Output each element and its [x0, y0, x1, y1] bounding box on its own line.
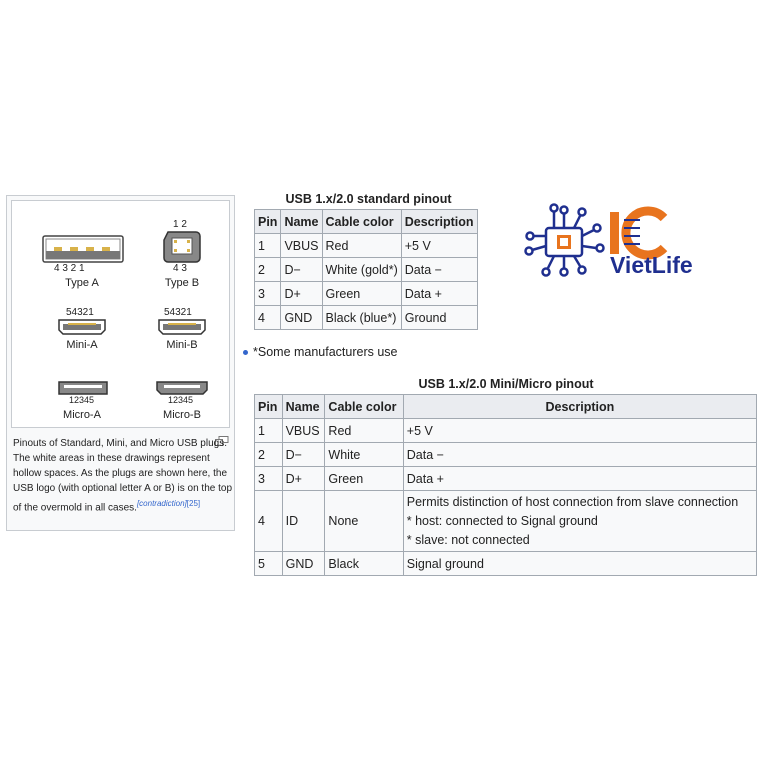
table-header-row [255, 210, 478, 234]
cell: 4 [255, 491, 283, 552]
col-header-name: Name [281, 210, 322, 234]
cell: 1 [255, 234, 281, 258]
cell: Data + [401, 282, 477, 306]
cell: D− [282, 443, 325, 467]
table-row [255, 234, 478, 258]
cell: GND [282, 552, 325, 576]
cell: White [325, 443, 403, 467]
cell: Signal ground [403, 552, 756, 576]
cell: Red [325, 419, 403, 443]
type-b-plug-drawing [162, 231, 202, 263]
table-row [255, 282, 478, 306]
mini-micro-pinout-table [254, 394, 757, 576]
id-desc-line1: Permits distinction of host connection from slave connection [406, 494, 739, 509]
micro-b-label: Micro-B [163, 409, 201, 421]
table-header-row [255, 395, 757, 419]
id-desc-line3: * slave: not connected [406, 532, 530, 547]
cell: +5 V [401, 234, 477, 258]
col-header-description: Description [401, 210, 477, 234]
bullet-icon [243, 350, 248, 355]
cell: D+ [281, 282, 322, 306]
cell: Data − [403, 443, 756, 467]
table-row [255, 467, 757, 491]
reference-25[interactable]: [25] [186, 499, 201, 508]
micro-b-pin-numbers: 12345 [168, 395, 194, 405]
table-row [255, 552, 757, 576]
type-a-pin-numbers: 4 3 2 1 [54, 263, 85, 274]
cell: Data − [401, 258, 477, 282]
mini-b-plug-drawing [158, 319, 206, 335]
mini-b-label: Mini-B [166, 339, 198, 351]
mini-a-plug-drawing [58, 319, 106, 335]
table1-caption: USB 1.x/2.0 standard pinout [285, 192, 452, 206]
cell: 2 [255, 443, 283, 467]
cell: VBUS [282, 419, 325, 443]
table-row [255, 306, 478, 330]
cell: ID [282, 491, 325, 552]
mini-a-label: Mini-A [66, 339, 98, 351]
cell: Green [325, 467, 403, 491]
col-header-cable-color: Cable color [325, 395, 403, 419]
type-a-plug-drawing [42, 235, 124, 263]
micro-b-plug-drawing [156, 381, 208, 395]
cell: Black (blue*) [322, 306, 401, 330]
col-header-pin: Pin [255, 395, 283, 419]
col-header-name: Name [282, 395, 325, 419]
cell: +5 V [403, 419, 756, 443]
cell: 4 [255, 306, 281, 330]
table-row [255, 443, 757, 467]
thumbnail-caption [13, 436, 233, 515]
cell: 2 [255, 258, 281, 282]
gnd-link[interactable]: GND [281, 306, 322, 330]
id-desc-line2: * host: connected to Signal ground [406, 513, 598, 528]
cell [403, 491, 756, 552]
usb-plug-drawings[interactable] [11, 200, 230, 428]
table-row [255, 491, 757, 552]
mini-a-pin-numbers: 54321 [66, 307, 94, 318]
usb-plug-thumbnail [6, 195, 235, 531]
cell: 3 [255, 282, 281, 306]
col-header-pin: Pin [255, 210, 281, 234]
type-b-top-pins: 1 2 [173, 219, 187, 230]
cell: D− [281, 258, 322, 282]
col-header-cable-color: Cable color [322, 210, 401, 234]
note-text: *Some manufacturers use [253, 345, 398, 359]
cell: Ground [401, 306, 477, 330]
table-row [255, 419, 757, 443]
caption-text: Pinouts of Standard, Mini, and Micro USB plugs. The white areas in these drawings represent hollow spaces. As the plugs are shown here, the USB logo (with optional letter A or B) is on the top of the overmold in all cases. [13, 438, 233, 514]
contradiction-link[interactable]: [contradiction] [136, 499, 187, 508]
cell: Red [322, 234, 401, 258]
cell: Data + [403, 467, 756, 491]
standard-pinout-table [254, 209, 478, 330]
cell: VBUS [281, 234, 322, 258]
mini-b-pin-numbers: 54321 [164, 307, 192, 318]
manufacturer-note [243, 345, 398, 359]
micro-a-pin-numbers: 12345 [69, 395, 95, 405]
cell: Green [322, 282, 401, 306]
cell: White (gold*) [322, 258, 401, 282]
type-b-bottom-pins: 4 3 [173, 263, 187, 274]
micro-a-plug-drawing [58, 381, 108, 395]
col-header-description: Description [403, 395, 756, 419]
type-b-label: Type B [164, 277, 200, 289]
table2-caption: USB 1.x/2.0 Mini/Micro pinout [418, 377, 594, 391]
type-a-label: Type A [65, 277, 99, 289]
micro-a-label: Micro-A [63, 409, 101, 421]
logo-brand-text: VietLife [610, 252, 693, 278]
table-row [255, 258, 478, 282]
cell: None [325, 491, 403, 552]
cell: D+ [282, 467, 325, 491]
cell: Black [325, 552, 403, 576]
cell: 3 [255, 467, 283, 491]
cell: 1 [255, 419, 283, 443]
cell: 5 [255, 552, 283, 576]
